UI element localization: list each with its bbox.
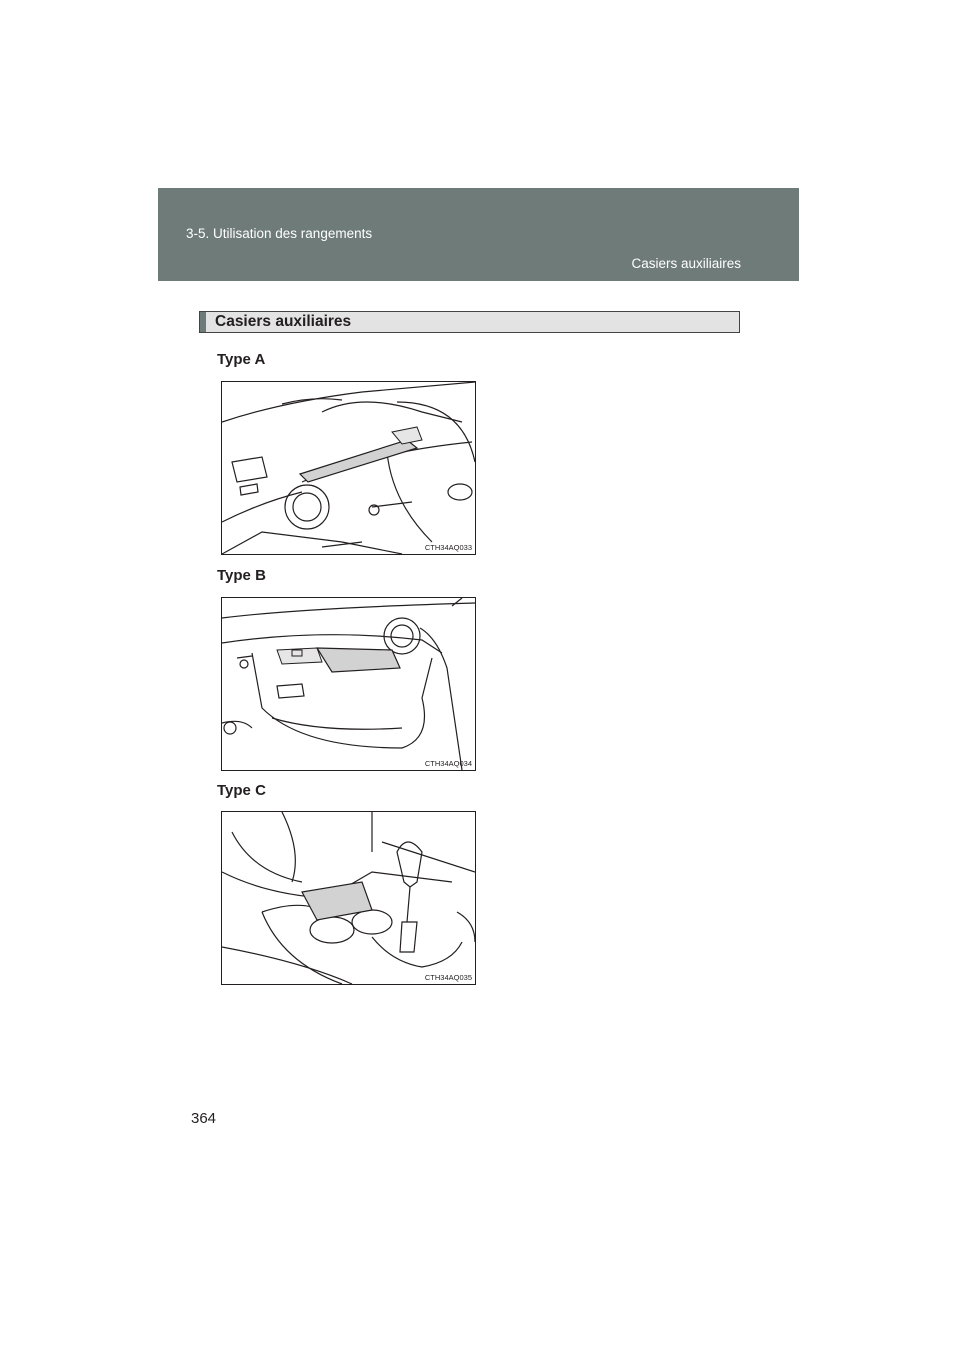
type-b-label: Type B [217, 567, 266, 584]
type-a-code: CTH34AQ033 [424, 543, 472, 552]
section-title-box [199, 311, 740, 333]
section-title: Casiers auxiliaires [215, 313, 352, 330]
dashboard-upper-tray-illustration [222, 382, 475, 554]
type-c-code: CTH34AQ035 [424, 973, 472, 982]
header-band [158, 188, 799, 281]
title-accent-bar [200, 312, 206, 332]
type-a-illustration [221, 381, 476, 555]
type-b-code: CTH34AQ034 [424, 759, 472, 768]
topic-label: Casiers auxiliaires [631, 256, 741, 271]
type-a-label: Type A [217, 351, 266, 368]
passenger-side-tray-illustration [222, 598, 475, 770]
type-c-illustration [221, 811, 476, 985]
type-b-illustration [221, 597, 476, 771]
page-number: 364 [191, 1110, 217, 1127]
section-label: 3-5. Utilisation des rangements [186, 226, 373, 241]
type-c-label: Type C [217, 782, 266, 799]
center-console-tray-illustration [222, 812, 475, 984]
